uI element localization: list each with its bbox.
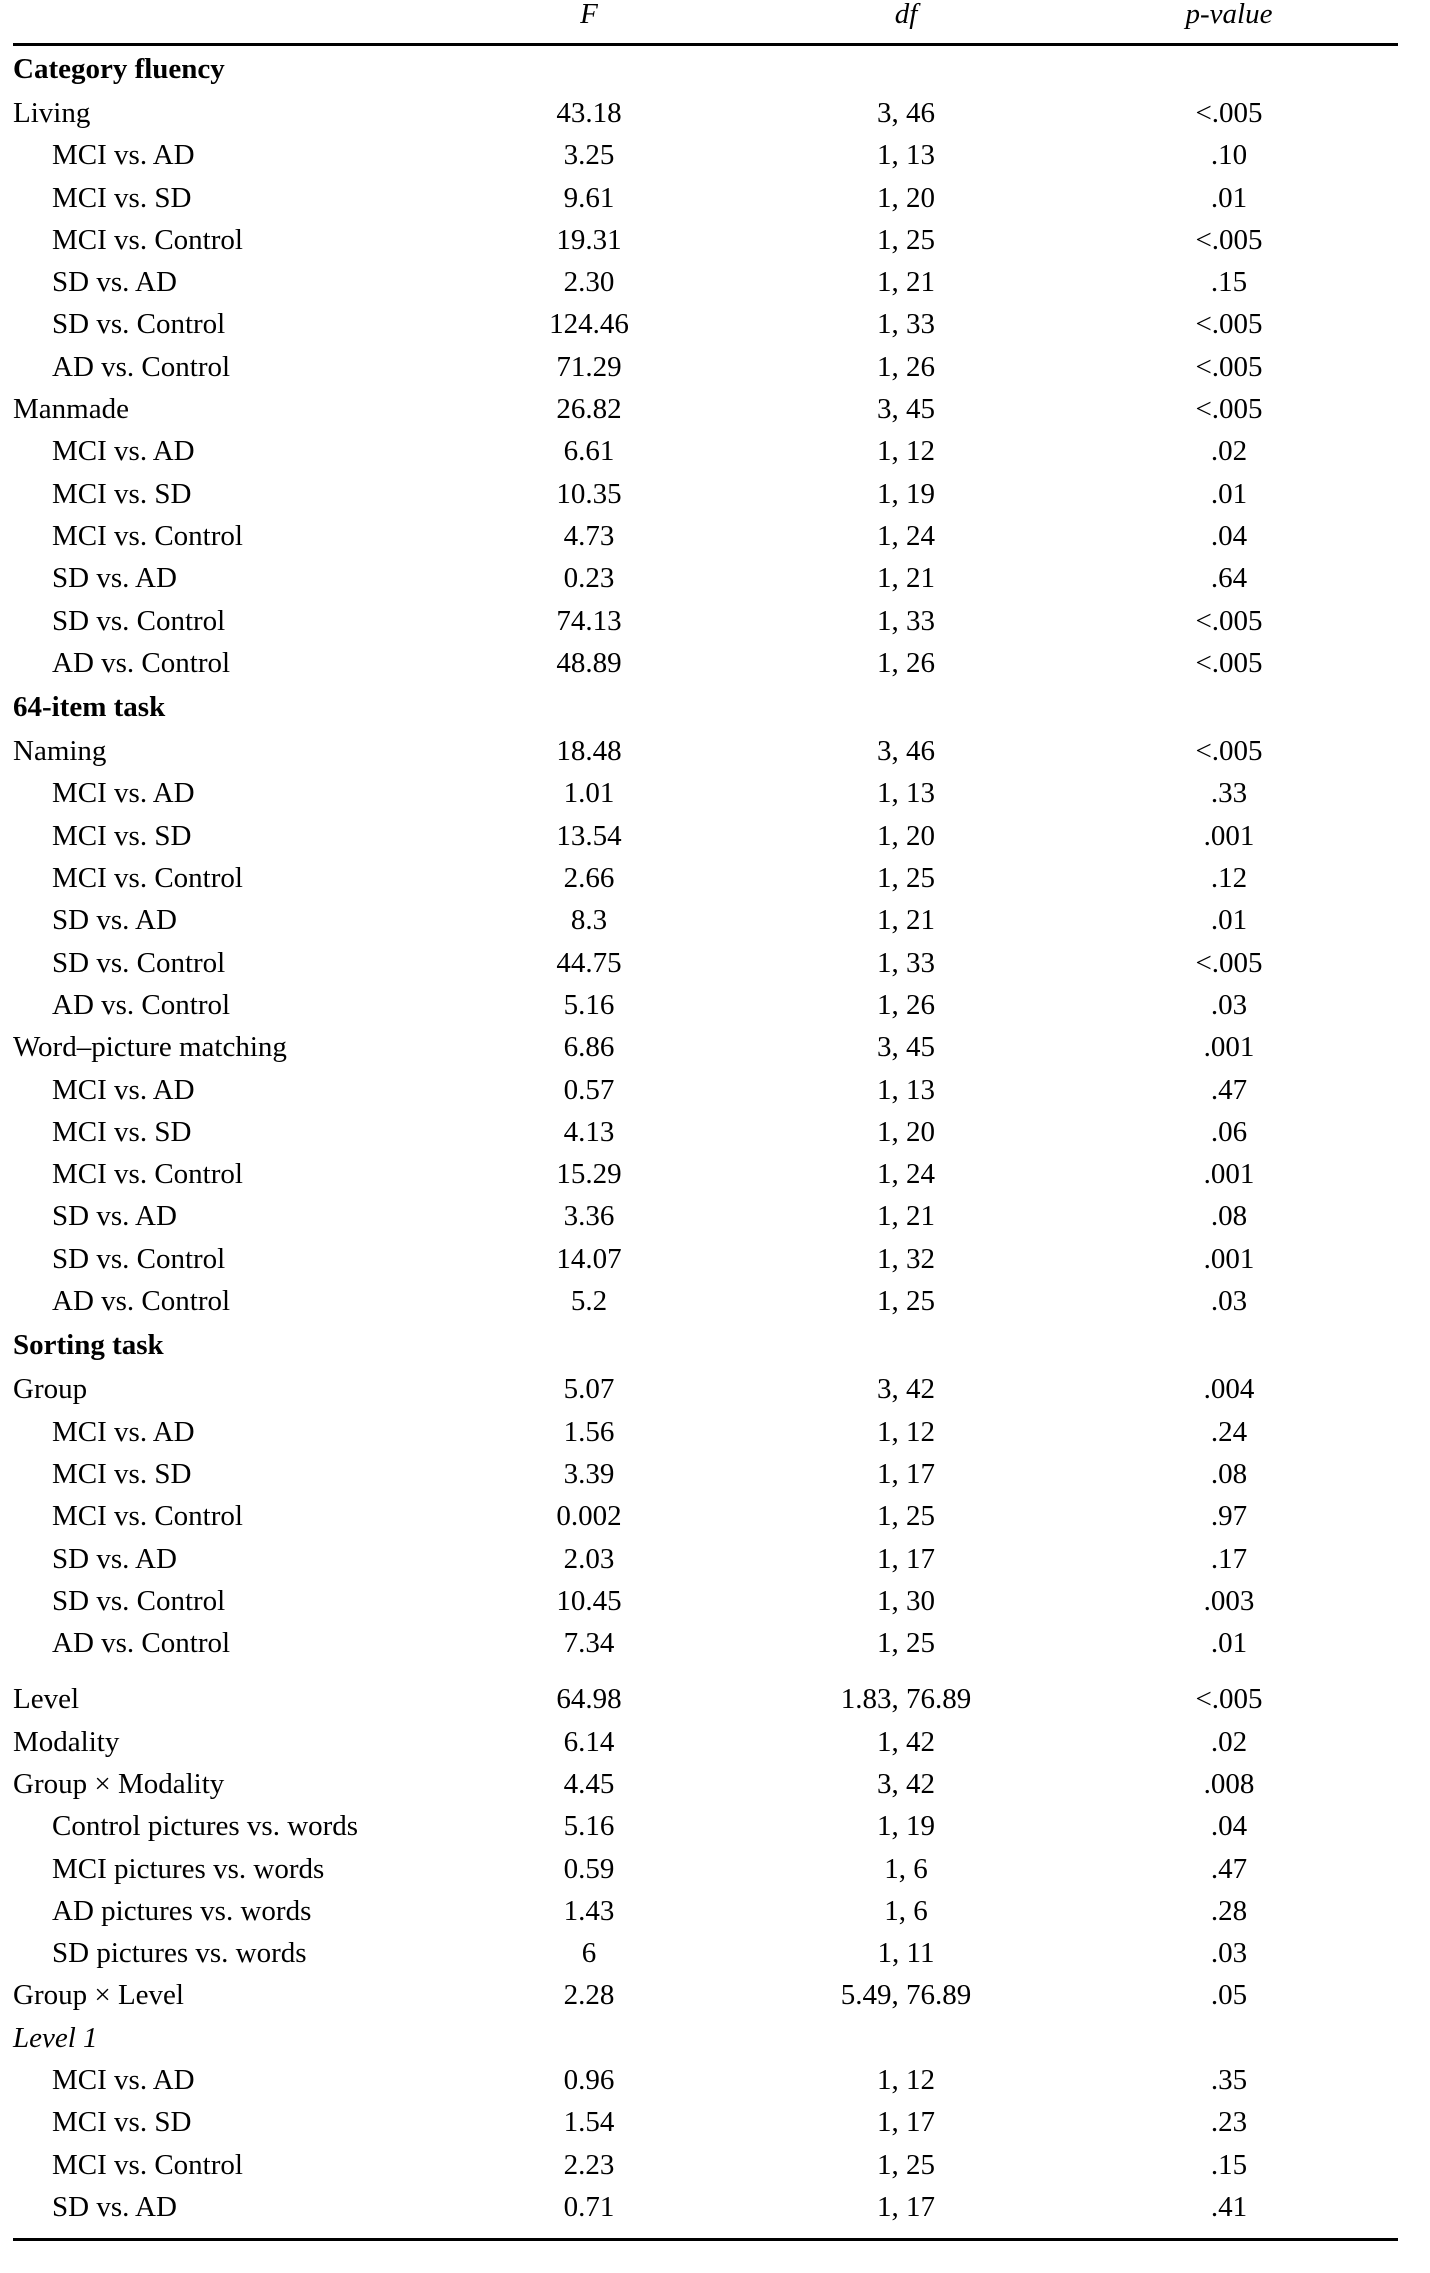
cell-f-value: 3.36 bbox=[563, 1200, 615, 1233]
table-row bbox=[13, 2059, 1398, 2101]
table-row bbox=[13, 1495, 1398, 1537]
cell-f-value: 18.48 bbox=[556, 735, 622, 768]
cell-f-value: 7.34 bbox=[563, 1627, 615, 1660]
table-row bbox=[13, 815, 1398, 857]
row-label: Naming bbox=[13, 735, 107, 768]
cell-p-value: .001 bbox=[1203, 1158, 1255, 1191]
cell-f-value: 26.82 bbox=[556, 393, 622, 426]
cell-df-value: 1, 33 bbox=[877, 308, 935, 341]
row-label: MCI vs. Control bbox=[52, 1500, 243, 1533]
table-row bbox=[13, 1153, 1398, 1195]
cell-p-value: .41 bbox=[1210, 2190, 1248, 2223]
row-label: MCI vs. SD bbox=[52, 819, 192, 852]
cell-df-value: 1, 17 bbox=[877, 1457, 935, 1490]
row-label: AD vs. Control bbox=[52, 350, 231, 383]
table-row bbox=[13, 942, 1398, 984]
cell-f-value: 6.61 bbox=[563, 435, 615, 468]
table-row bbox=[13, 1974, 1398, 2016]
cell-p-value: .01 bbox=[1210, 181, 1248, 214]
cell-df-value bbox=[758, 1322, 1088, 1368]
cell-df-value: 3, 45 bbox=[877, 1031, 935, 1064]
row-label: Category fluency bbox=[13, 53, 225, 85]
cell-f-value: 4.45 bbox=[563, 1767, 615, 1800]
cell-f-value: 124.46 bbox=[549, 308, 629, 341]
cell-df-value: 1, 20 bbox=[877, 181, 935, 214]
cell-df-value: 1, 25 bbox=[877, 1627, 935, 1660]
cell-p-value: .33 bbox=[1210, 777, 1248, 810]
table-row bbox=[13, 857, 1398, 899]
cell-p-value: .12 bbox=[1210, 862, 1248, 895]
cell-p-value: .003 bbox=[1203, 1584, 1255, 1617]
row-label: Group × Level bbox=[13, 1979, 184, 2012]
table-row bbox=[13, 1622, 1398, 1664]
column-header-df: df bbox=[758, 0, 1088, 45]
cell-f-value: 10.45 bbox=[556, 1584, 622, 1617]
cell-p-value: .03 bbox=[1210, 1937, 1248, 1970]
row-label: SD vs. Control bbox=[52, 1584, 226, 1617]
cell-df-value: 3, 46 bbox=[877, 97, 935, 129]
cell-p-value: .10 bbox=[1210, 139, 1248, 172]
cell-df-value bbox=[758, 45, 1088, 93]
cell-p-value: .23 bbox=[1210, 2106, 1248, 2139]
cell-p-value: .28 bbox=[1210, 1894, 1248, 1927]
table-row bbox=[13, 346, 1398, 388]
cell-f-value: 6.86 bbox=[563, 1031, 615, 1064]
cell-f-value: 4.13 bbox=[563, 1115, 615, 1148]
cell-p-value: .02 bbox=[1210, 1725, 1248, 1758]
cell-p-value: .001 bbox=[1203, 1031, 1255, 1064]
row-label: MCI vs. SD bbox=[52, 2106, 192, 2139]
cell-df-value: 1, 17 bbox=[877, 2106, 935, 2139]
cell-f-value: 2.66 bbox=[563, 862, 615, 895]
cell-df-value: 1, 26 bbox=[877, 646, 935, 679]
row-label: AD vs. Control bbox=[52, 646, 231, 679]
table-row bbox=[13, 1238, 1398, 1280]
table-row bbox=[13, 2186, 1398, 2238]
cell-f-value: 10.35 bbox=[556, 477, 622, 510]
cell-f-value: 0.96 bbox=[563, 2064, 615, 2097]
cell-df-value: 1, 42 bbox=[877, 1725, 935, 1758]
row-label: MCI vs. AD bbox=[52, 435, 195, 468]
table-row bbox=[13, 92, 1398, 134]
row-label: SD vs. Control bbox=[52, 604, 226, 637]
cell-df-value: 1, 25 bbox=[877, 223, 935, 256]
row-label: SD vs. AD bbox=[52, 1200, 177, 1233]
cell-f-value: 0.002 bbox=[556, 1500, 622, 1533]
cell-p-value: .15 bbox=[1210, 2148, 1248, 2181]
cell-df-value: 1, 17 bbox=[877, 2190, 935, 2223]
cell-p-value: .01 bbox=[1210, 477, 1248, 510]
cell-df-value: 1, 21 bbox=[877, 562, 935, 595]
table-row bbox=[13, 1890, 1398, 1932]
cell-f-value: 1.43 bbox=[563, 1894, 615, 1927]
table-row bbox=[13, 1805, 1398, 1847]
column-header-p-value: p-value bbox=[1088, 0, 1398, 45]
cell-f-value: 4.73 bbox=[563, 519, 615, 552]
cell-f-value: 3.39 bbox=[563, 1457, 615, 1490]
cell-df-value: 1, 25 bbox=[877, 2148, 935, 2181]
table-bottom-rule bbox=[13, 2238, 1398, 2241]
table-row bbox=[13, 388, 1398, 430]
row-label: Living bbox=[13, 97, 91, 129]
cell-f-value: 2.30 bbox=[563, 266, 615, 299]
cell-p-value: .15 bbox=[1210, 266, 1248, 299]
cell-f-value: 2.23 bbox=[563, 2148, 615, 2181]
table-row bbox=[13, 1932, 1398, 1974]
table-row bbox=[13, 642, 1398, 684]
cell-df-value: 1, 20 bbox=[877, 1115, 935, 1148]
cell-df-value: 1, 21 bbox=[877, 1200, 935, 1233]
table-row bbox=[13, 984, 1398, 1026]
table-row bbox=[13, 1580, 1398, 1622]
row-label: MCI pictures vs. words bbox=[52, 1852, 325, 1885]
row-label: SD pictures vs. words bbox=[52, 1937, 307, 1970]
table-header bbox=[13, 0, 1398, 45]
row-label: 64-item task bbox=[13, 691, 166, 724]
cell-p-value: <.005 bbox=[1195, 946, 1263, 979]
row-label: MCI vs. Control bbox=[52, 862, 243, 895]
row-label: Control pictures vs. words bbox=[52, 1810, 359, 1843]
cell-p-value: .04 bbox=[1210, 1810, 1248, 1843]
row-label: MCI vs. SD bbox=[52, 477, 192, 510]
table-row bbox=[13, 2101, 1398, 2143]
cell-f-value: 74.13 bbox=[556, 604, 622, 637]
cell-f-value: 48.89 bbox=[556, 646, 622, 679]
cell-p-value: .04 bbox=[1210, 519, 1248, 552]
row-label: SD vs. AD bbox=[52, 904, 177, 937]
cell-f-value bbox=[468, 2017, 758, 2059]
cell-p-value: .03 bbox=[1210, 988, 1248, 1021]
table-row bbox=[13, 2144, 1398, 2186]
cell-f-value: 0.59 bbox=[563, 1852, 615, 1885]
cell-p-value: .06 bbox=[1210, 1115, 1248, 1148]
cell-f-value: 5.07 bbox=[563, 1373, 615, 1406]
table-row bbox=[13, 1664, 1398, 1720]
row-label: SD vs. Control bbox=[52, 308, 226, 341]
row-label: MCI vs. AD bbox=[52, 139, 195, 172]
cell-df-value: 5.49, 76.89 bbox=[840, 1979, 972, 2012]
row-label: Level bbox=[13, 1683, 80, 1716]
cell-f-value: 0.71 bbox=[563, 2190, 615, 2223]
cell-f-value: 6.14 bbox=[563, 1725, 615, 1758]
cell-f-value: 0.57 bbox=[563, 1073, 615, 1106]
row-label: MCI vs. AD bbox=[52, 1415, 195, 1448]
row-label: MCI vs. SD bbox=[52, 1457, 192, 1490]
cell-p-value: .08 bbox=[1210, 1200, 1248, 1233]
row-label: AD vs. Control bbox=[52, 988, 231, 1021]
cell-df-value: 3, 45 bbox=[877, 393, 935, 426]
row-label: MCI vs. AD bbox=[52, 2064, 195, 2097]
table-row bbox=[13, 134, 1398, 176]
table-row bbox=[13, 261, 1398, 303]
cell-df-value: 1, 24 bbox=[877, 519, 935, 552]
cell-df-value: 1, 11 bbox=[877, 1937, 935, 1970]
table-row bbox=[13, 219, 1398, 261]
cell-f-value: 44.75 bbox=[556, 946, 622, 979]
row-label: MCI vs. Control bbox=[52, 2148, 243, 2181]
anova-results-table bbox=[13, 0, 1398, 2238]
cell-p-value: <.005 bbox=[1195, 393, 1263, 426]
table-row bbox=[13, 772, 1398, 814]
cell-f-value bbox=[468, 684, 758, 730]
table-row bbox=[13, 600, 1398, 642]
cell-p-value bbox=[1088, 2017, 1398, 2059]
cell-f-value bbox=[468, 45, 758, 93]
cell-p-value: .64 bbox=[1210, 562, 1248, 595]
table-subsection-heading bbox=[13, 2017, 1398, 2059]
cell-df-value: 1, 32 bbox=[877, 1242, 935, 1275]
table-row bbox=[13, 1026, 1398, 1068]
cell-f-value: 19.31 bbox=[556, 223, 622, 256]
cell-df-value: 1.83, 76.89 bbox=[840, 1683, 972, 1716]
cell-df-value: 1, 13 bbox=[877, 1073, 935, 1106]
row-label: SD vs. AD bbox=[52, 562, 177, 595]
cell-p-value: <.005 bbox=[1195, 646, 1263, 679]
cell-p-value: <.005 bbox=[1195, 308, 1263, 341]
cell-p-value: .05 bbox=[1210, 1979, 1248, 2012]
cell-p-value: .17 bbox=[1210, 1542, 1248, 1575]
table-row bbox=[13, 177, 1398, 219]
cell-f-value: 43.18 bbox=[556, 97, 622, 129]
row-label: Sorting task bbox=[13, 1329, 164, 1362]
row-label: AD vs. Control bbox=[52, 1627, 231, 1660]
cell-df-value: 1, 17 bbox=[877, 1542, 935, 1575]
cell-df-value: 1, 12 bbox=[877, 2064, 935, 2097]
cell-df-value: 1, 33 bbox=[877, 604, 935, 637]
cell-p-value bbox=[1088, 684, 1398, 730]
table-row bbox=[13, 1453, 1398, 1495]
row-label: SD vs. AD bbox=[52, 266, 177, 299]
table-section-heading bbox=[13, 1322, 1398, 1368]
table-row bbox=[13, 899, 1398, 941]
cell-df-value: 1, 25 bbox=[877, 862, 935, 895]
cell-f-value: 1.56 bbox=[563, 1415, 615, 1448]
cell-f-value: 71.29 bbox=[556, 350, 622, 383]
cell-df-value: 1, 19 bbox=[877, 477, 935, 510]
row-label: Level 1 bbox=[13, 2021, 98, 2054]
row-label: Modality bbox=[13, 1725, 120, 1758]
cell-f-value: 5.16 bbox=[563, 1810, 615, 1843]
table-row bbox=[13, 1763, 1398, 1805]
cell-p-value: <.005 bbox=[1195, 97, 1263, 129]
row-label: SD vs. AD bbox=[52, 2190, 177, 2223]
cell-f-value: 2.28 bbox=[563, 1979, 615, 2012]
row-label: Group bbox=[13, 1373, 88, 1406]
cell-df-value: 3, 42 bbox=[877, 1767, 935, 1800]
cell-df-value: 1, 26 bbox=[877, 350, 935, 383]
cell-p-value: .01 bbox=[1210, 1627, 1248, 1660]
row-label: SD vs. AD bbox=[52, 1542, 177, 1575]
cell-p-value: .08 bbox=[1210, 1457, 1248, 1490]
cell-df-value: 1, 30 bbox=[877, 1584, 935, 1617]
cell-p-value: .03 bbox=[1210, 1285, 1248, 1318]
cell-p-value: <.005 bbox=[1195, 735, 1263, 768]
cell-f-value: 8.3 bbox=[570, 904, 608, 937]
cell-df-value bbox=[758, 2017, 1088, 2059]
cell-f-value: 2.03 bbox=[563, 1542, 615, 1575]
cell-p-value: <.005 bbox=[1195, 350, 1263, 383]
cell-f-value: 0.23 bbox=[563, 562, 615, 595]
row-label: SD vs. Control bbox=[52, 946, 226, 979]
cell-f-value: 15.29 bbox=[556, 1158, 622, 1191]
cell-df-value: 1, 13 bbox=[877, 139, 935, 172]
cell-p-value bbox=[1088, 1322, 1398, 1368]
cell-df-value: 1, 6 bbox=[884, 1894, 928, 1927]
cell-df-value: 1, 26 bbox=[877, 988, 935, 1021]
cell-p-value: .001 bbox=[1203, 819, 1255, 852]
cell-p-value: .001 bbox=[1203, 1242, 1255, 1275]
table-row bbox=[13, 303, 1398, 345]
cell-p-value bbox=[1088, 45, 1398, 93]
row-label: AD pictures vs. words bbox=[52, 1894, 312, 1927]
cell-df-value: 3, 42 bbox=[877, 1373, 935, 1406]
cell-f-value: 13.54 bbox=[556, 819, 622, 852]
cell-f-value: 1.54 bbox=[563, 2106, 615, 2139]
cell-f-value: 6 bbox=[581, 1937, 597, 1970]
cell-df-value: 1, 12 bbox=[877, 435, 935, 468]
cell-df-value bbox=[758, 684, 1088, 730]
table-row bbox=[13, 1195, 1398, 1237]
table-row bbox=[13, 1069, 1398, 1111]
cell-f-value: 14.07 bbox=[556, 1242, 622, 1275]
table-row bbox=[13, 1721, 1398, 1763]
cell-p-value: <.005 bbox=[1195, 604, 1263, 637]
cell-df-value: 1, 19 bbox=[877, 1810, 935, 1843]
cell-f-value: 5.2 bbox=[570, 1285, 608, 1318]
table-row bbox=[13, 430, 1398, 472]
table-row bbox=[13, 1848, 1398, 1890]
table-section-heading bbox=[13, 684, 1398, 730]
cell-p-value: .35 bbox=[1210, 2064, 1248, 2097]
cell-f-value: 9.61 bbox=[563, 181, 615, 214]
row-label: MCI vs. Control bbox=[52, 223, 243, 256]
table-row bbox=[13, 473, 1398, 515]
table-row bbox=[13, 1280, 1398, 1322]
cell-p-value: .97 bbox=[1210, 1500, 1248, 1533]
table-row bbox=[13, 730, 1398, 772]
row-label: Group × Modality bbox=[13, 1767, 225, 1800]
cell-f-value: 5.16 bbox=[563, 988, 615, 1021]
cell-df-value: 1, 33 bbox=[877, 946, 935, 979]
table-row bbox=[13, 1368, 1398, 1410]
row-label: MCI vs. SD bbox=[52, 181, 192, 214]
table-row bbox=[13, 557, 1398, 599]
column-header-f: F bbox=[468, 0, 758, 45]
cell-p-value: .004 bbox=[1203, 1373, 1255, 1406]
column-header-label bbox=[13, 0, 468, 45]
table-body bbox=[13, 45, 1398, 2239]
cell-df-value: 1, 21 bbox=[877, 904, 935, 937]
row-label: SD vs. Control bbox=[52, 1242, 226, 1275]
row-label: Word–picture matching bbox=[13, 1031, 287, 1064]
cell-df-value: 3, 46 bbox=[877, 735, 935, 768]
row-label: Manmade bbox=[13, 393, 129, 426]
cell-f-value: 1.01 bbox=[563, 777, 615, 810]
row-label: MCI vs. Control bbox=[52, 1158, 243, 1191]
row-label: MCI vs. Control bbox=[52, 519, 243, 552]
cell-p-value: .47 bbox=[1210, 1852, 1248, 1885]
cell-df-value: 1, 24 bbox=[877, 1158, 935, 1191]
table-row bbox=[13, 1111, 1398, 1153]
row-label: AD vs. Control bbox=[52, 1285, 231, 1318]
cell-f-value: 64.98 bbox=[556, 1683, 622, 1716]
cell-p-value: <.005 bbox=[1195, 223, 1263, 256]
row-label: MCI vs. AD bbox=[52, 777, 195, 810]
table-row bbox=[13, 1411, 1398, 1453]
row-label: MCI vs. AD bbox=[52, 1073, 195, 1106]
table-row bbox=[13, 1538, 1398, 1580]
cell-p-value: .02 bbox=[1210, 435, 1248, 468]
cell-df-value: 1, 13 bbox=[877, 777, 935, 810]
cell-df-value: 1, 6 bbox=[884, 1852, 928, 1885]
cell-p-value: .47 bbox=[1210, 1073, 1248, 1106]
row-label: MCI vs. SD bbox=[52, 1115, 192, 1148]
cell-p-value: .008 bbox=[1203, 1767, 1255, 1800]
cell-p-value: <.005 bbox=[1195, 1683, 1263, 1716]
cell-df-value: 1, 25 bbox=[877, 1500, 935, 1533]
cell-p-value: .01 bbox=[1210, 904, 1248, 937]
cell-f-value bbox=[468, 1322, 758, 1368]
cell-df-value: 1, 20 bbox=[877, 819, 935, 852]
cell-f-value: 3.25 bbox=[563, 139, 615, 172]
table-section-heading bbox=[13, 45, 1398, 93]
cell-df-value: 1, 12 bbox=[877, 1415, 935, 1448]
table-row bbox=[13, 515, 1398, 557]
cell-df-value: 1, 25 bbox=[877, 1285, 935, 1318]
cell-p-value: .24 bbox=[1210, 1415, 1248, 1448]
cell-df-value: 1, 21 bbox=[877, 266, 935, 299]
